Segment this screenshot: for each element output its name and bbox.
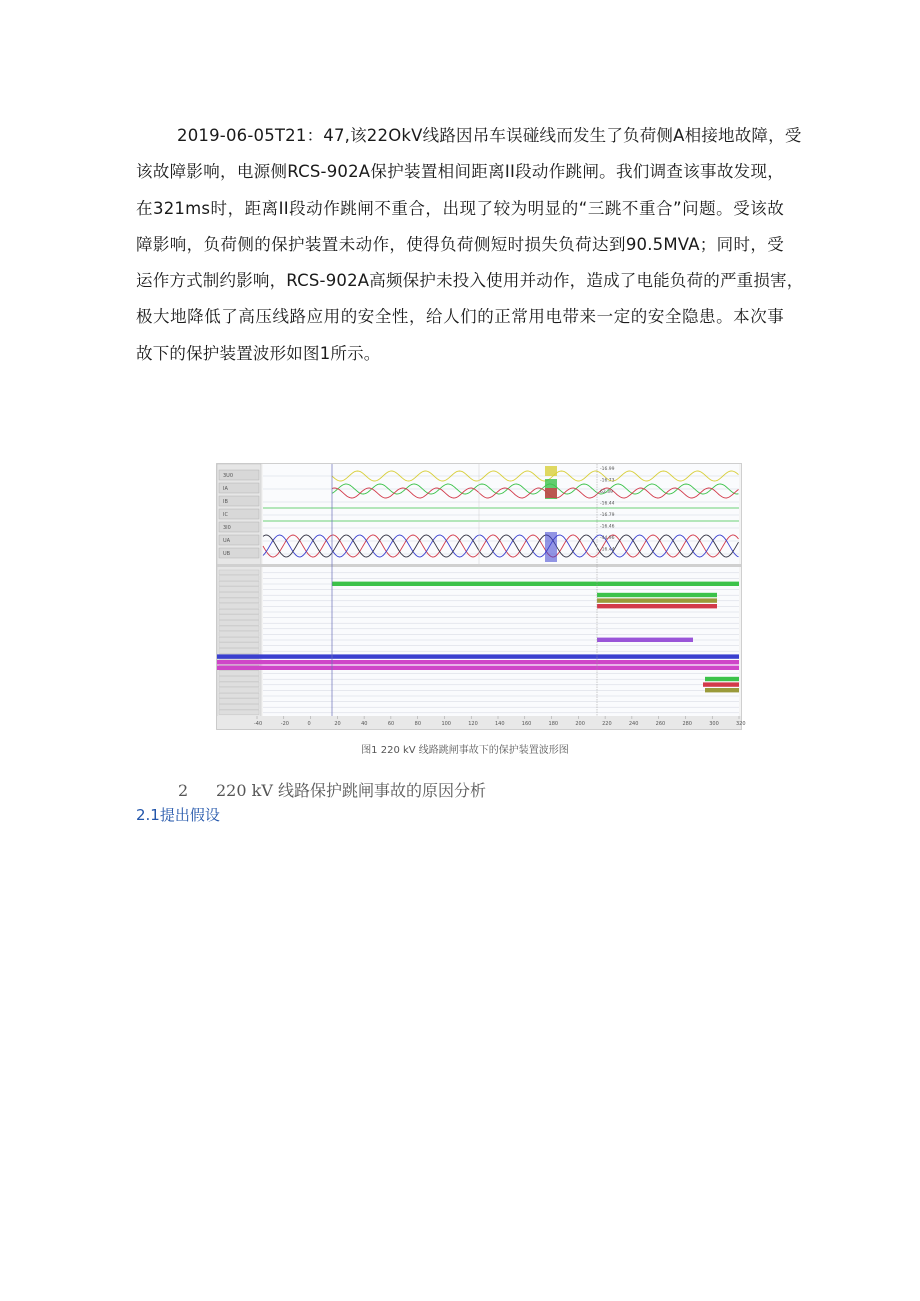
digital-label-box (219, 676, 259, 681)
time-tick-label: 200 (575, 721, 585, 727)
digital-label-box (219, 587, 259, 592)
burst-block (545, 488, 557, 498)
time-tick-label: 160 (521, 721, 532, 727)
digital-bar (703, 682, 739, 686)
paragraph-line: 2019-06-05T21：47,该22OkV线路因吊车误碰线而发生了负荷侧A相接地故障，受 (177, 126, 802, 145)
channel-label: IB (223, 499, 228, 505)
digital-label-box (219, 570, 259, 575)
digital-label-box (219, 688, 259, 693)
digital-label-box (219, 576, 259, 581)
channel-value: -44.96 (600, 536, 615, 541)
digital-bar (217, 654, 739, 658)
burst-block (545, 466, 557, 476)
digital-label-box (219, 648, 259, 653)
waveform-figure (216, 463, 746, 730)
time-tick-label: -40 (254, 721, 263, 727)
time-tick-label: 80 (414, 721, 422, 727)
digital-label-box (219, 671, 259, 676)
body-paragraph (136, 118, 804, 372)
digital-label-box (219, 598, 259, 603)
time-tick-label: 320 (736, 721, 746, 727)
time-tick-label: 240 (628, 721, 639, 727)
channel-label: IC (223, 512, 228, 518)
channel-label: UA (223, 538, 231, 544)
digital-label-box (219, 710, 259, 715)
time-tick-label: 20 (334, 721, 341, 727)
digital-label-box (219, 704, 259, 709)
time-tick-label: 100 (441, 721, 451, 727)
time-tick-label: 300 (709, 721, 719, 727)
paragraph-line: 运作方式制约影响，RCS-902A高频保护未投入使用并动作，造成了电能负荷的严重损害， (136, 271, 804, 291)
channel-value: -16.46 (600, 524, 615, 530)
digital-label-box (219, 615, 259, 620)
digital-label-box (219, 609, 259, 614)
time-tick-label: -20 (280, 721, 289, 727)
time-tick-label: 60 (387, 721, 395, 727)
channel-value: -16.44 (600, 547, 615, 553)
digital-label-box (219, 682, 259, 687)
channel-label: IA (223, 486, 228, 492)
paragraph-line: 故下的保护装置波形如图1所示。 (136, 343, 381, 363)
paragraph-line: 障影响，负荷侧的保护装置未动作，使得负荷侧短时损失负荷达到90.5MVA；同时，受 (136, 234, 784, 254)
paragraph-line: 该故障影响，电源侧RCS-902A保护装置相间距离II段动作跳闸。我们调查该事故发现， (136, 162, 784, 182)
subsection-heading: 2.1提出假设 (136, 806, 220, 824)
channel-value: -16.44 (600, 501, 615, 507)
digital-label-box (219, 693, 259, 698)
section-number: 2 (178, 781, 189, 800)
channel-label: 3I0 (223, 525, 231, 531)
channel-value: -16.79 (600, 513, 615, 518)
figure-caption: 图1 220 kV 线路跳闸事故下的保护装置波形图 (361, 745, 569, 756)
paragraph-line: 在321ms时，距离II段动作跳闸不重合，出现了较为明显的“三跳不重合”问题。受该故 (136, 198, 784, 218)
section-separator (217, 564, 741, 567)
time-tick-label: 120 (468, 721, 478, 727)
time-tick-label: 220 (602, 721, 612, 727)
digital-bar (597, 604, 717, 608)
digital-label-box (219, 626, 259, 631)
digital-label-box (219, 637, 259, 642)
digital-bar (705, 677, 739, 681)
section-title: 220 kV 线路保护跳闸事故的原因分析 (216, 781, 486, 800)
digital-label-box (219, 632, 259, 637)
digital-label-box (219, 643, 259, 648)
digital-label-box (219, 581, 259, 586)
waveform-chart (217, 464, 746, 729)
digital-bar (597, 638, 693, 642)
channel-value: -16.99 (600, 467, 615, 472)
digital-label-box (219, 592, 259, 597)
digital-bar (217, 666, 739, 670)
time-tick-label: 40 (361, 721, 368, 727)
channel-value: 62.39 (600, 490, 613, 495)
digital-bar (597, 598, 717, 602)
channel-label: UB (223, 551, 231, 557)
time-tick-label: 280 (682, 721, 692, 727)
paragraph-line: 极大地降低了高压线路应用的安全性，给人们的正常用电带来一定的安全隐患。本次事 (136, 307, 784, 327)
channel-label: 3U0 (223, 473, 234, 479)
digital-label-box (219, 604, 259, 609)
burst-block (545, 532, 557, 562)
digital-bar (705, 688, 739, 692)
time-tick-label: 260 (655, 721, 666, 727)
time-tick-label: 0 (307, 721, 311, 727)
digital-label-box (219, 699, 259, 704)
digital-bar (597, 593, 717, 597)
digital-bar (217, 660, 739, 664)
channel-value: -16.73 (600, 478, 615, 484)
digital-bar (332, 582, 739, 586)
section-heading (178, 778, 486, 801)
time-tick-label: 140 (495, 721, 505, 727)
time-tick-label: 180 (548, 721, 559, 727)
digital-label-box (219, 620, 259, 625)
